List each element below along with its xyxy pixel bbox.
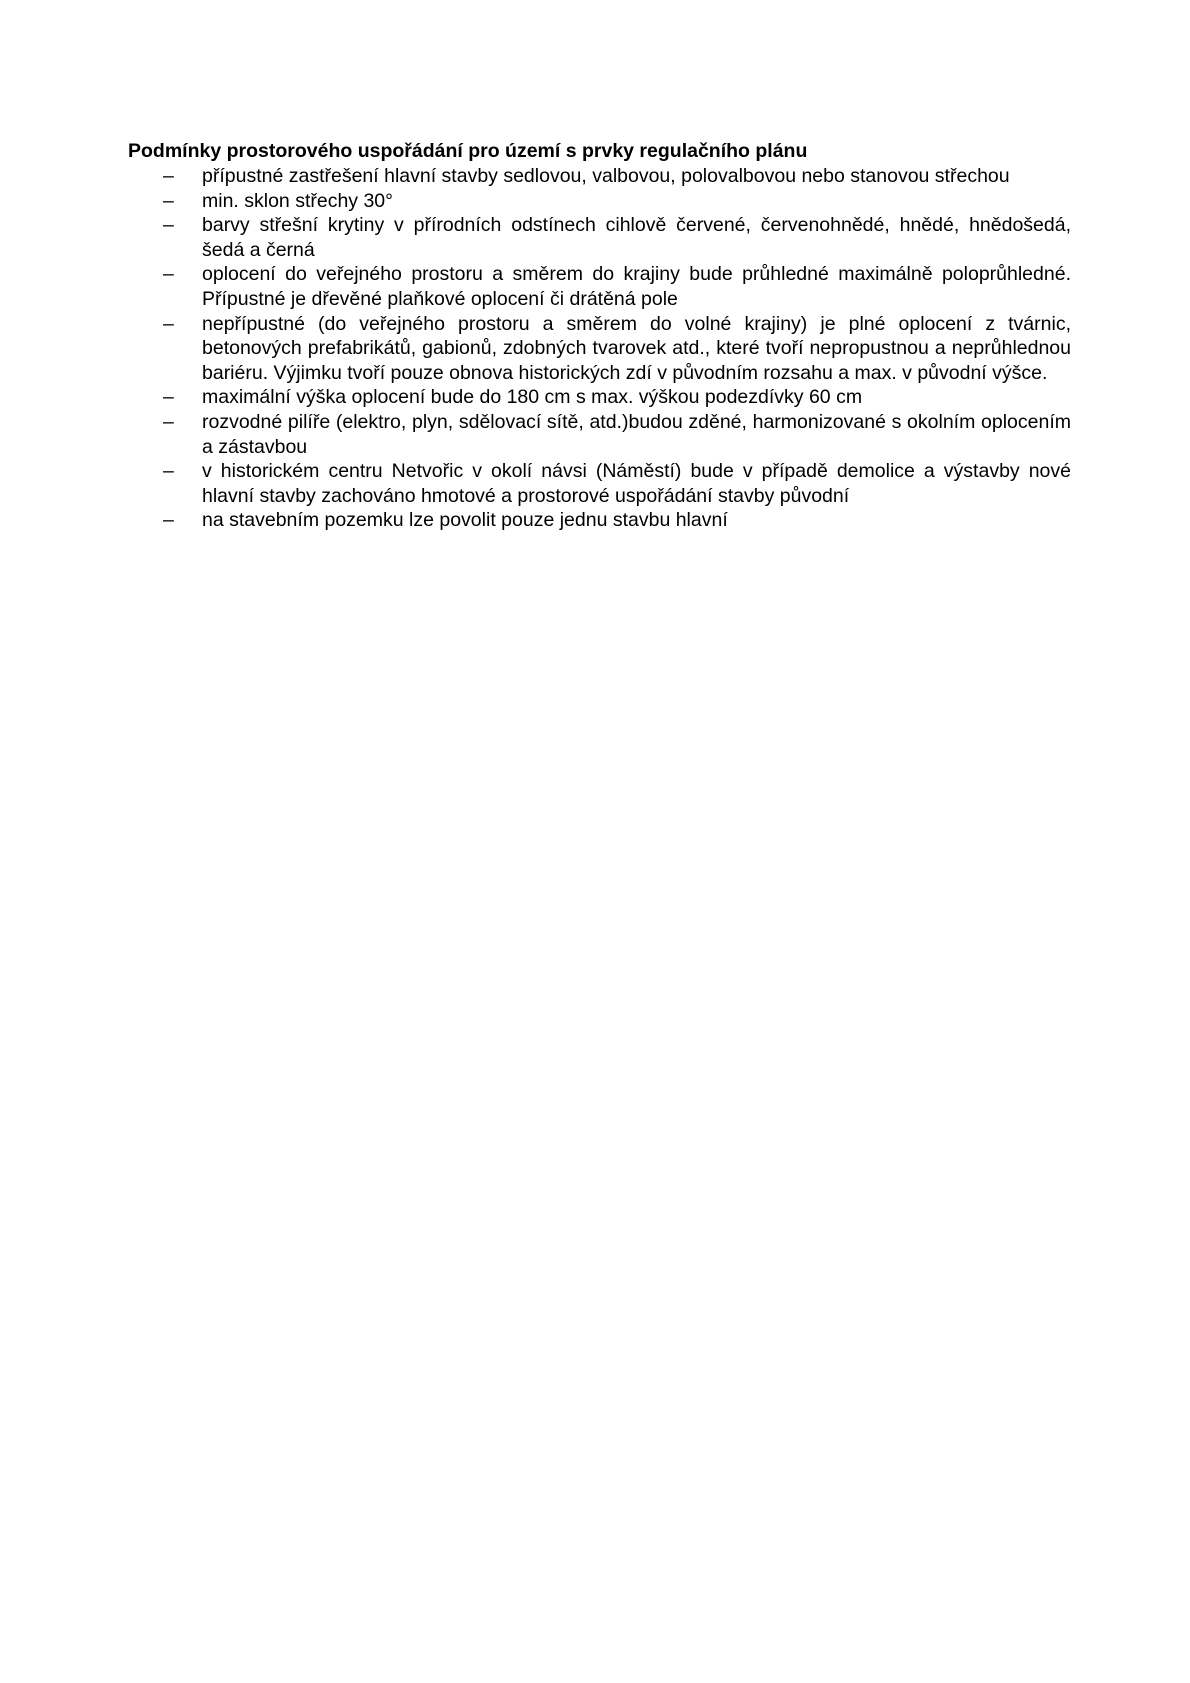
bullet-dash: – (163, 189, 174, 212)
bullet-dash: – (163, 214, 174, 237)
list-item (128, 312, 1071, 386)
bullet-dash: – (163, 386, 174, 409)
list-item (128, 385, 1071, 410)
bullet-dash: – (163, 509, 174, 532)
list-item-text: min. sklon střechy 30° (202, 189, 393, 212)
section-heading: Podmínky prostorového uspořádání pro území s prvky regulačního plánu (128, 140, 808, 162)
list-item-text: oplocení do veřejného prostoru a směrem do krajiny bude průhledné maximálně poloprůhledné. Přípustné je dřevěné plaňkové oplocení či drátěná pole (202, 263, 1071, 310)
list-item (128, 189, 1071, 214)
bullet-dash: – (163, 312, 174, 335)
bullet-dash: – (163, 263, 174, 286)
list-item (128, 508, 1071, 533)
list-item (128, 164, 1071, 189)
list-item-text: přípustné zastřešení hlavní stavby sedlovou, valbovou, polovalbovou nebo stanovou střechou (202, 165, 1010, 187)
list-item-text: v historickém centru Netvořic v okolí návsi (Náměstí) bude v případě demolice a výstavby nové hlavní stavby zachováno hmotové a prostorové uspořádání stavby původní (202, 460, 1071, 507)
list-item (128, 410, 1071, 459)
list-item-text: barvy střešní krytiny v přírodních odstínech cihlově červené, červenohnědé, hnědé, hnědošedá, šedá a černá (202, 214, 1071, 261)
bullet-dash: – (163, 410, 174, 433)
bullet-dash: – (163, 165, 174, 187)
list-item-text: maximální výška oplocení bude do 180 cm s max. výškou podezdívky 60 cm (202, 386, 863, 409)
regulation-list (128, 164, 1071, 533)
document-body (128, 139, 1071, 533)
list-item-text: nepřípustné (do veřejného prostoru a směrem do volné krajiny) je plné oplocení z tvárnic, betonových prefabrikátů, gabionů, zdobných tvarovek atd., které tvoří nepropustnou a neprůhlednou bariéru. Výjimku tvoří pouze obnova historických zdí v původním rozsahu a max. v původní výšce. (202, 312, 1071, 384)
list-item (128, 213, 1071, 262)
list-item (128, 459, 1071, 508)
list-item-text: na stavebním pozemku lze povolit pouze jednu stavbu hlavní (202, 509, 728, 532)
bullet-dash: – (163, 460, 174, 483)
list-item (128, 262, 1071, 311)
list-item-text: rozvodné pilíře (elektro, plyn, sdělovací sítě, atd.)budou zděné, harmonizované s okolním oplocením a zástavbou (202, 410, 1071, 458)
